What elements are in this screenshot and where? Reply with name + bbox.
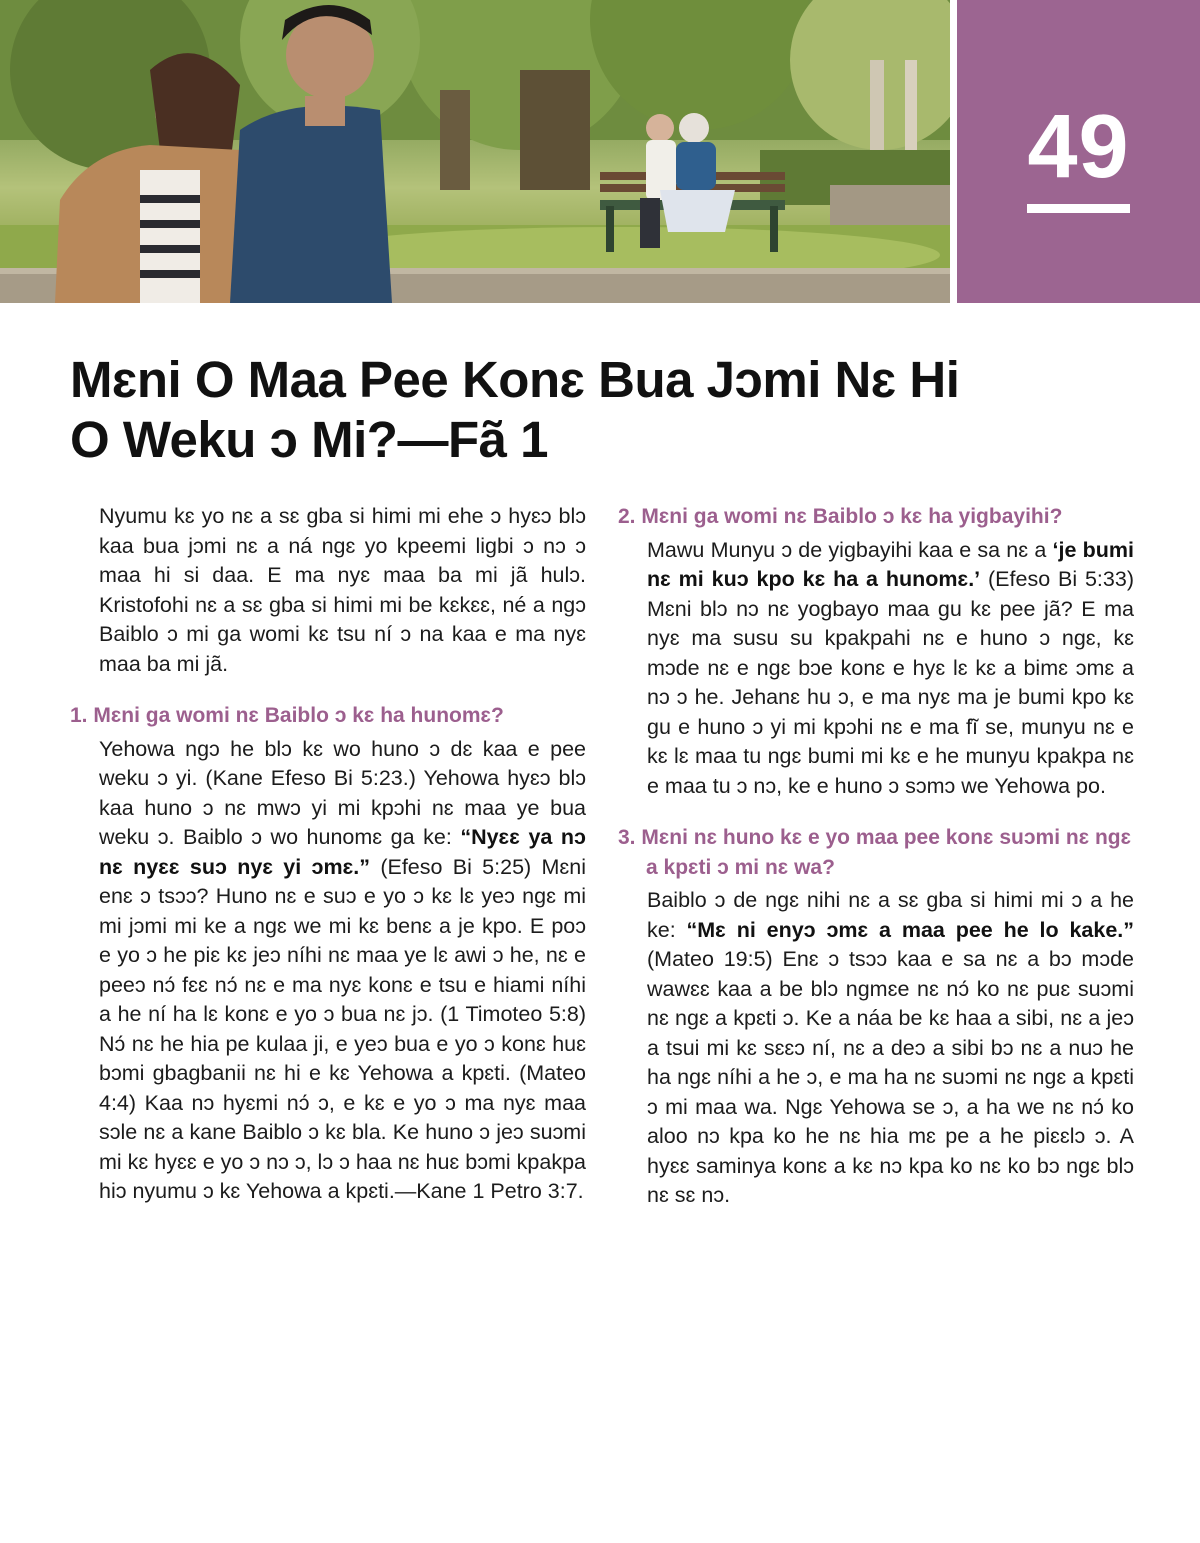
section-3-question-text: Mɛni nɛ huno kɛ e yo maa pee konɛ suɔmi nɛ ngɛ a kpɛti ɔ mi nɛ wa? (641, 826, 1132, 879)
section-2-paragraph (618, 536, 1134, 802)
page-title: Mɛni O Maa Pee Konɛ Bua Jɔmi Nɛ Hi O Weku ɔ Mi?—Fã 1 (70, 351, 960, 468)
section-1-quote: “Nyɛɛ ya nɔ nɛ nyɛɛ suɔ nyɛ yi ɔmɛ.” (99, 825, 586, 879)
section-1-question (70, 701, 586, 731)
section-1-text-b: (Efeso Bi 5:25) Mɛni enɛ ɔ tsɔɔ? Huno nɛ e suɔ e yo ɔ kɛ lɛ yeɔ ngɛ mi mi jɔmi mi ke a ngɛ we mi kɛ benɛ a je kpo. E poɔ e yo ɔ he piɛ kɛ jeɔ níhi nɛ maa ye lɛ awi ɔ he, nɛ e peeɔ nɔ́ fɛɛ nɔ́ nɛ e ma nyɛ konɛ e tsu e hiami níhi a he ní ha lɛ konɛ e yo ɔ bua nɛ jɔ. (1 Timoteo 5:8) Nɔ́ nɛ he hia pe kulaa ji, e yeɔ bua e yo ɔ konɛ huɛ bɔmi gbagbanii nɛ hi e kɛ Yehowa a kpɛti. (Mateo 4:4) Kaa nɔ hyɛmi nɔ́ ɔ, e kɛ e yo ɔ ma nyɛ maa sɔle nɛ a kane Baiblo ɔ kɛ bla. Ke huno ɔ jeɔ suɔmi mi kɛ hyɛɛ e yo ɔ nɔ ɔ, lɔ ɔ haa nɛ huɛ bɔmi kpakpa hiɔ nyumu ɔ kɛ Yehowa a kpɛti.—Kane 1 Petro 3:7. (99, 854, 586, 1203)
section-1-question-text: Mɛni ga womi nɛ Baiblo ɔ kɛ ha hunomɛ? (93, 704, 504, 727)
section-2-number: 2. (618, 505, 636, 528)
section-3-text-b: (Mateo 19:5) Enɛ ɔ tsɔɔ kaa e sa nɛ a bɔ mɔde wawɛɛ kaa a be blɔ ngmɛe nɛ nɔ́ ko nɛ puɛ suɔmi nɛ ngɛ a kpɛti ɔ. Ke a náa be kɛ haa a sibi, nɛ a jeɔ a tsui mi kɛ sɛɛɔ ní, nɛ a deɔ a sibi bɔ nɛ a nuɔ he ha ngɛ níhi a he ɔ, e ma ha nɛ suɔmi nɛ ngɛ a kpɛti ɔ mi maa wa. Ngɛ Yehowa se ɔ, a ha we nɛ nɔ́ ko aloo nɔ kpa ko he nɛ hia mɛ pe a he piɛɛlɔ ɔ. A hyɛɛ saminya konɛ a kɛ nɔ kpa ko nɛ ko bɔ ngɛ blɔ nɛ sɛ nɔ. (647, 947, 1134, 1207)
section-2-text-a: Mawu Munyu ɔ de yigbayihi kaa e sa nɛ a (647, 537, 1053, 562)
section-2-quote: ‘je bumi nɛ mi kuɔ kpo kɛ ha a hunomɛ.’ (647, 537, 1134, 591)
section-3-quote: “Mɛ ni enyɔ ɔmɛ a maa pee he lo kake.” (686, 917, 1135, 942)
section-1-paragraph (70, 735, 586, 1207)
section-2-question (618, 502, 1134, 532)
hero-photo (0, 0, 950, 303)
badge-underline (1027, 204, 1130, 213)
lesson-badge (957, 0, 1200, 303)
lesson-number: 49 (1027, 97, 1130, 197)
intro-paragraph: Nyumu kɛ yo nɛ a sɛ gba si himi mi ehe ɔ hyɛɔ blɔ kaa bua jɔmi nɛ a ná ngɛ yo kpeemi ligbi ɔ nɔ ɔ maa hi si daa. E ma nyɛ maa ba mi jã hulɔ. Kristofohi nɛ a sɛ gba si himi mi be kɛkɛɛ, né a ngɔ Baiblo ɔ mi ga womi kɛ tsu ní ɔ na kaa e ma nyɛ maa ba mi jã. (99, 504, 586, 676)
section-3-paragraph (618, 886, 1134, 1211)
section-3-text-a: Baiblo ɔ de ngɛ nihi nɛ a sɛ gba si himi mi ɔ a he ke: (647, 888, 1134, 942)
hero-illustration (0, 0, 950, 303)
section-3-number: 3. (618, 826, 636, 849)
right-column (618, 502, 1134, 1211)
left-column (70, 502, 586, 1207)
section-2-text-b: (Efeso Bi 5:33) Mɛni blɔ nɔ nɛ yogbayo maa gu kɛ pee jã? E ma nyɛ ma susu su kpakpahi nɛ e huno ɔ ngɛ, kɛ mɔde nɛ e ngɛ bɔe konɛ e hyɛ lɛ kɛ a bimɛ ɔmɛ a nɔ ɔ he. Jehanɛ hu ɔ, e ma nyɛ ma je bumi kpo kɛ gu e huno ɔ yi mi kpɔhi nɛ e ma fĩ se, munyu nɛ e kɛ lɛ maa tu ngɛ bumi mi kɛ e he munyu kpakpa nɛ e maa tu ɔ nɔ, ke e huno ɔ sɔmɔ we Yehowa po. (647, 567, 1134, 798)
section-3-question (618, 823, 1134, 882)
section-1-number: 1. (70, 704, 88, 727)
section-2-question-text: Mɛni ga womi nɛ Baiblo ɔ kɛ ha yigbayihi? (641, 505, 1063, 528)
section-1-text-a: Yehowa ngɔ he blɔ kɛ wo huno ɔ dɛ kaa e pee weku ɔ yi. (Kane Efeso Bi 5:23.) Yehowa hyɛɔ blɔ kaa huno ɔ nɛ mwɔ yi mi kpɔhi nɛ maa ye bua weku ɔ. Baiblo ɔ wo hunomɛ ga ke: (99, 736, 586, 849)
